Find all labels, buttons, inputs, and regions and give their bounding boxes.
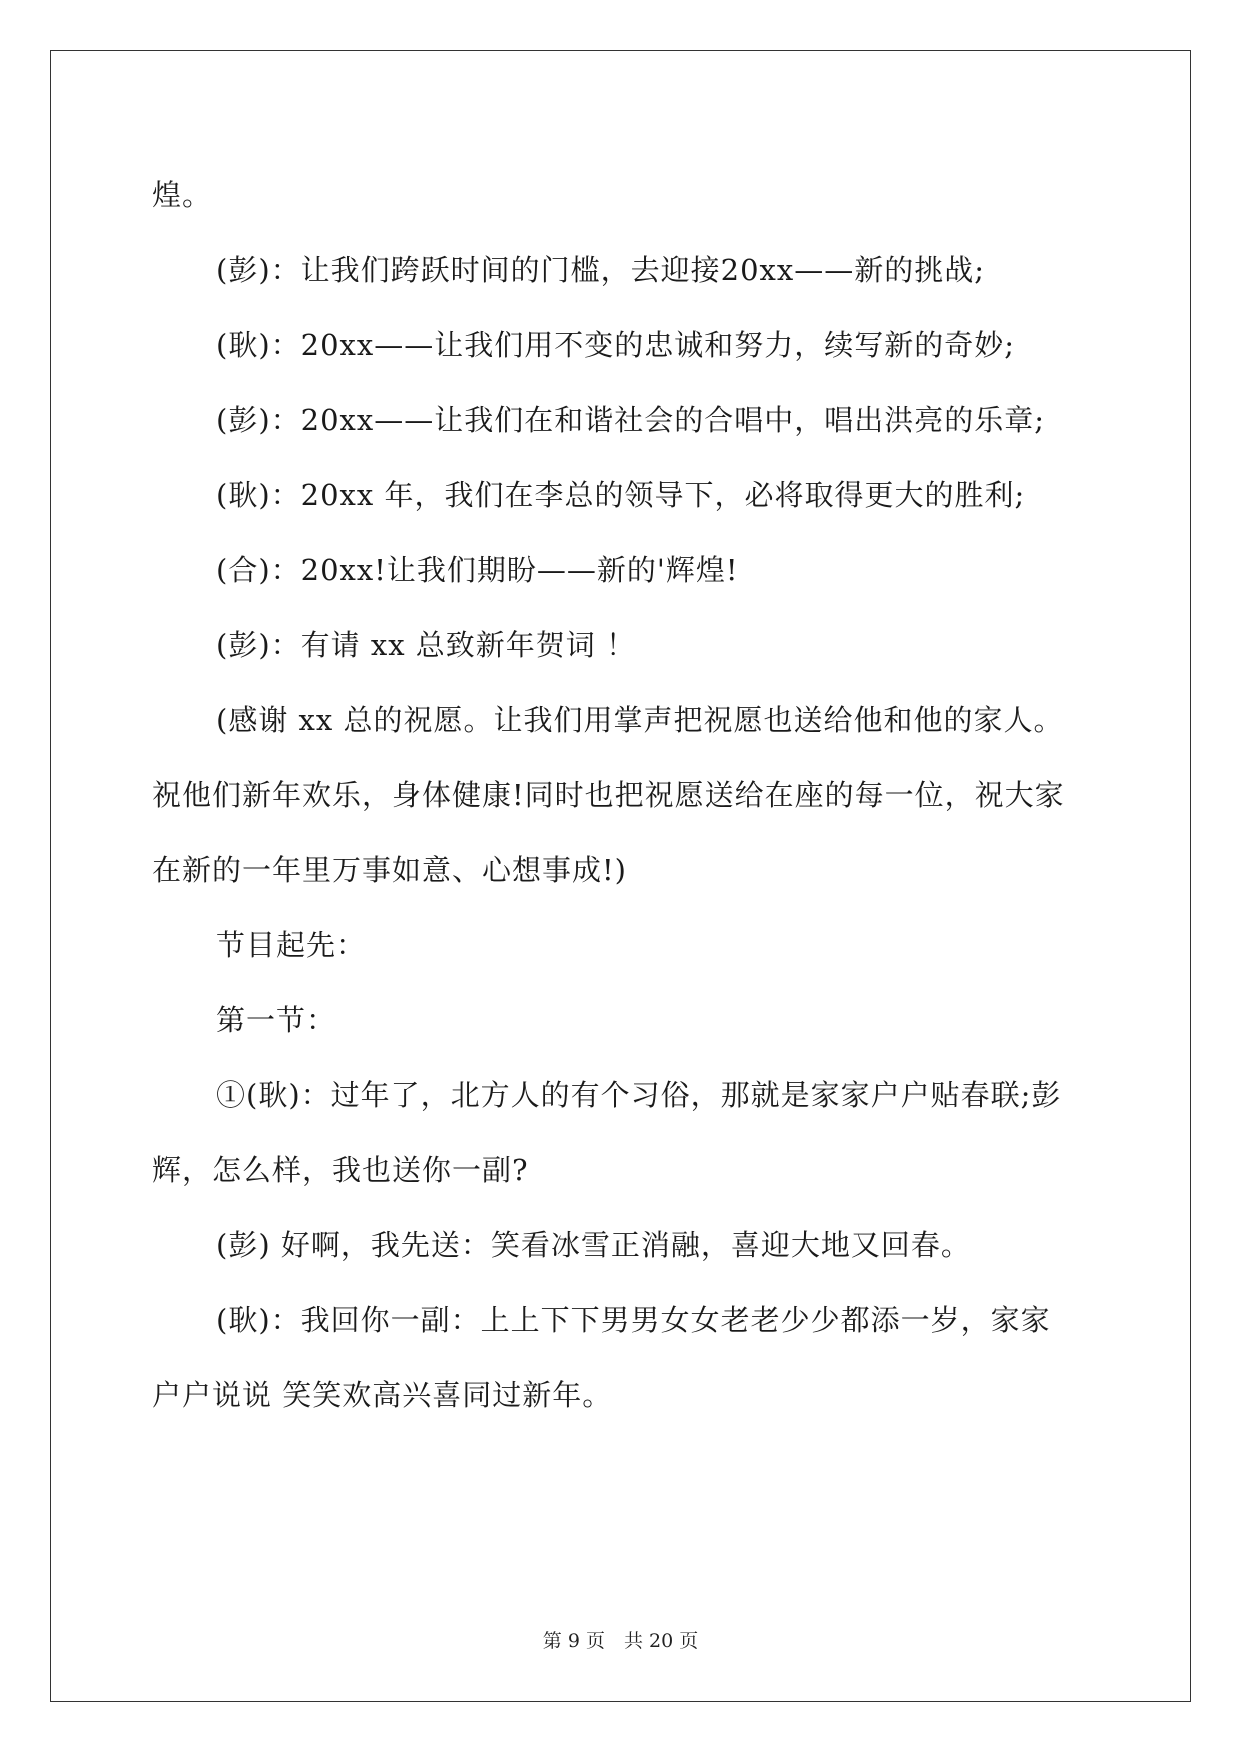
text-line: (耿)：20xx 年，我们在李总的领导下，必将取得更大的胜利; xyxy=(216,478,1026,512)
text-line: (彭)：让我们跨跃时间的门槛，去迎接20xx——新的挑战; xyxy=(216,253,986,287)
text-line: (合)：20xx!让我们期盼——新的'辉煌! xyxy=(216,553,739,587)
text-line: 第一节： xyxy=(216,1003,337,1037)
document-body xyxy=(152,158,1092,1433)
text-line: ①(耿)：过年了，北方人的有个习俗，那就是家家户户贴春联;彭 xyxy=(216,1078,1062,1112)
text-line: 节目起先： xyxy=(216,928,367,962)
text-line: (感谢 xx 总的祝愿。让我们用掌声把祝愿也送给他和他的家人。 xyxy=(216,703,1064,737)
text-line: (耿)：20xx——让我们用不变的忠诚和努力，续写新的奇妙; xyxy=(216,328,1016,362)
text-line: (彭)：有请 xx 总致新年贺词 ！ xyxy=(216,628,636,662)
page-number-footer: 第 9 页 共 20 页 xyxy=(542,1630,699,1652)
text-line: 户户说说 笑笑欢高兴喜同过新年。 xyxy=(152,1378,613,1412)
text-line: 煌。 xyxy=(152,178,213,212)
text-line: (彭) 好啊，我先送：笑看冰雪正消融，喜迎大地又回春。 xyxy=(216,1228,971,1262)
text-line: 在新的一年里万事如意、心想事成!) xyxy=(152,853,627,887)
text-line: (耿)：我回你一副：上上下下男男女女老老少少都添一岁，家家 xyxy=(216,1303,1051,1337)
text-line: 祝他们新年欢乐，身体健康!同时也把祝愿送给在座的每一位，祝大家 xyxy=(152,778,1065,812)
text-line: 辉，怎么样，我也送你一副? xyxy=(152,1153,529,1187)
text-line: (彭)：20xx——让我们在和谐社会的合唱中，唱出洪亮的乐章; xyxy=(216,403,1046,437)
